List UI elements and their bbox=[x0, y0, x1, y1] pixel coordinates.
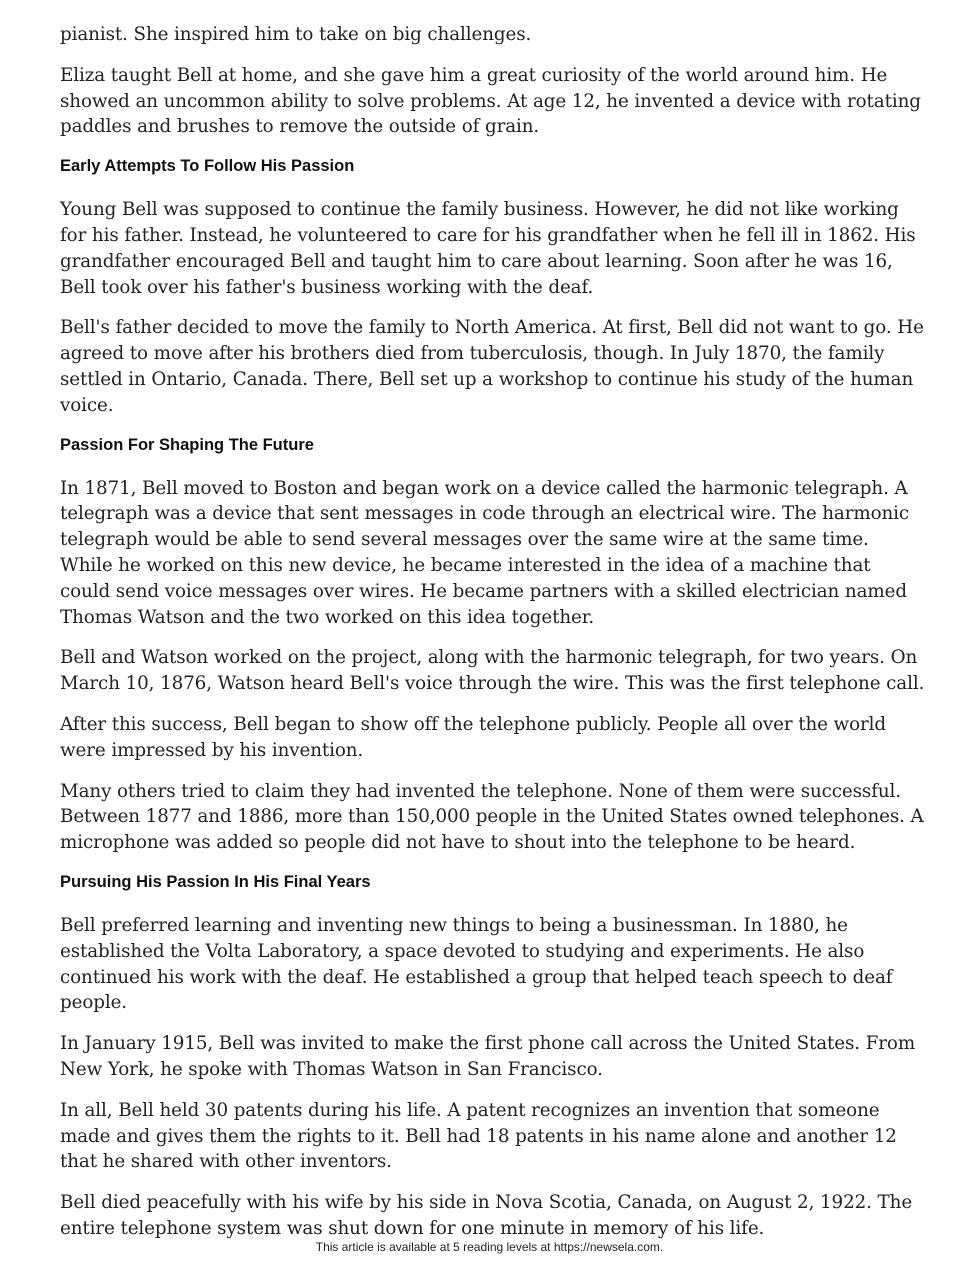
paragraph-family-business: Young Bell was supposed to continue the family business. However, he did not like working for his father. Instead, he volunteered to care for his grandfather when he fell ill in 1862. His grandfather encouraged Bell and taught him to care about learning. Soon after he was 16, Bell took over his father's business working with the deaf. bbox=[60, 199, 916, 298]
heading-final-years: Pursuing His Passion In His Final Years bbox=[60, 872, 371, 891]
heading-shaping-future: Passion For Shaping The Future bbox=[60, 435, 314, 454]
paragraph-harmonic-telegraph: In 1871, Bell moved to Boston and began work on a device called the harmonic telegraph. A telegraph was a device that sent messages in code through an electrical wire. The harmonic telegraph would be able to send several messages over the same wire at the same time. While he worked on this new device, he became interested in the idea of a machine that could send voice messages over wires. He became partners with a skilled electrician named Thomas Watson and the two worked on this idea together. bbox=[60, 477, 910, 628]
paragraph-public-showing: After this success, Bell began to show off the telephone publicly. People all over the world were impressed by his invention. bbox=[60, 713, 886, 761]
paragraph-claims: Many others tried to claim they had invented the telephone. None of them were successful. Between 1877 and 1886, more than 150,000 people in the United States owned telephones. A microphone was added so people did not have to shout into the telephone to be heard. bbox=[60, 780, 924, 854]
paragraph-cross-country-call: In January 1915, Bell was invited to make the first phone call across the United States. From New York, he spoke with Thomas Watson in San Francisco. bbox=[60, 1033, 916, 1080]
paragraph-patents: In all, Bell held 30 patents during his life. A patent recognizes an invention that someone made and gives them the rights to it. Bell had 18 patents in his name alone and another 12 that he shared with other inventors. bbox=[60, 1099, 897, 1173]
page-footer: This article is available at 5 reading levels at https://newsela.com. bbox=[315, 1240, 664, 1254]
paragraph-first-call: Bell and Watson worked on the project, along with the harmonic telegraph, for two years. On March 10, 1876, Watson heard Bell's voice through the wire. This was the first telephone call. bbox=[60, 647, 925, 695]
heading-early-attempts: Early Attempts To Follow His Passion bbox=[60, 157, 355, 176]
paragraph-death: Bell died peacefully with his wife by his side in Nova Scotia, Canada, on August 2, 1922. The entire telephone system was shut down for one minute in memory of his life. bbox=[60, 1192, 913, 1239]
paragraph-pianist: pianist. She inspired him to take on big challenges. bbox=[60, 24, 532, 45]
paragraph-move-north-america: Bell's father decided to move the family to North America. At first, Bell did not want to go. He agreed to move after his brothers died from tuberculosis, though. In July 1870, the family settled in Ontario, Canada. There, Bell set up a workshop to continue his study of the human voice. bbox=[60, 317, 924, 416]
article-body bbox=[60, 22, 925, 1257]
paragraph-eliza-taught: Eliza taught Bell at home, and she gave him a great curiosity of the world around him. He showed an uncommon ability to solve problems. At age 12, he invented a device with rotating paddles and brushes to remove the outside of grain. bbox=[60, 64, 921, 138]
paragraph-volta-laboratory: Bell preferred learning and inventing new things to being a businessman. In 1880, he established the Volta Laboratory, a space devoted to studying and experiments. He also continued his work with the deaf. He established a group that helped teach speech to deaf people. bbox=[60, 914, 893, 1014]
